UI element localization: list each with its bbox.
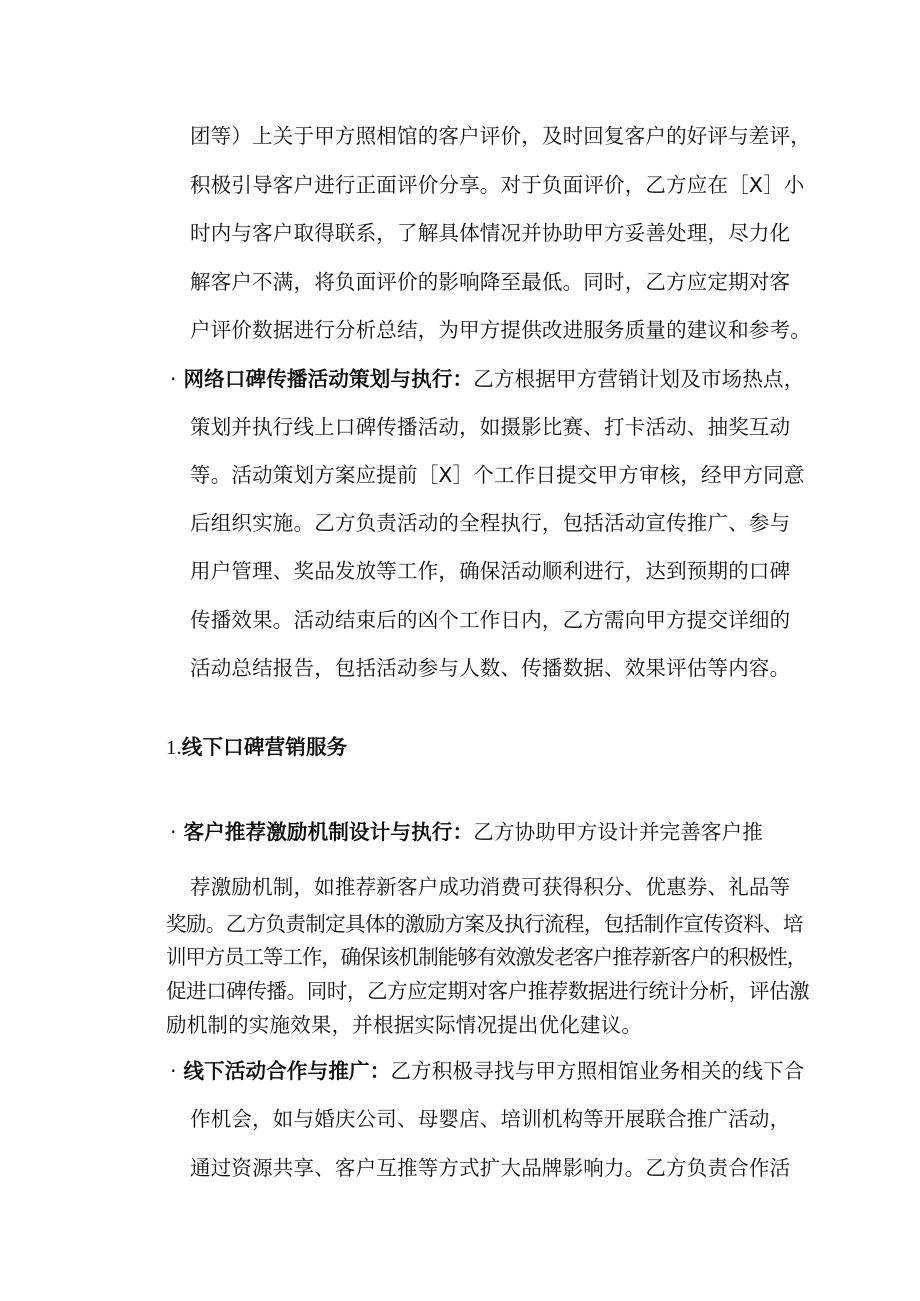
paragraph-line: 奖励。乙方负责制定具体的激励方案及执行流程，包括制作宣传资料、培	[166, 912, 803, 936]
bullet-marker: ·	[170, 367, 184, 391]
paragraph-line: 策划并执行线上口碑传播活动，如摄影比赛、打卡活动、抽奖互动	[190, 415, 791, 439]
paragraph-line: 户评价数据进行分析总结，为甲方提供改进服务质量的建议和参考。	[190, 318, 811, 342]
bullet-item-online-campaign	[170, 365, 804, 393]
bullet-marker: ·	[170, 820, 184, 844]
paragraph-line: 传播效果。活动结束后的凶个工作日内，乙方需向甲方提交详细的	[190, 608, 791, 632]
bullet-title: 线下活动合作与推广：	[183, 1059, 391, 1083]
section-heading	[166, 733, 347, 762]
paragraph-line: 等。活动策划方案应提前［X］个工作日提交甲方审核，经甲方同意	[190, 463, 805, 487]
paragraph-line: 后组织实施。乙方负责活动的全程执行，包括活动宣传推广、参与	[190, 511, 791, 535]
paragraph-line: 励机制的实施效果，并根据实际情况提出优化建议。	[166, 1013, 643, 1037]
bullet-marker: ·	[170, 1059, 184, 1083]
bullet-title: 网络口碑传播活动策划与执行：	[183, 367, 474, 391]
paragraph-line: 促进口碑传播。同时，乙方应定期对客户推荐数据进行统计分析，评估激	[166, 979, 810, 1003]
paragraph-line: 作机会，如与婚庆公司、母婴店、培训机构等开展联合推广活动，	[190, 1107, 791, 1131]
paragraph-line: 时内与客户取得联系，了解具体情况并协助甲方妥善处理，尽力化	[190, 221, 791, 245]
bullet-item-offline-cooperation	[170, 1057, 804, 1085]
bullet-title: 客户推荐激励机制设计与执行：	[183, 820, 474, 844]
paragraph-line: 解客户不满，将负面评价的影响降至最低。同时，乙方应定期对客	[190, 270, 791, 294]
paragraph-line: 积极引导客户进行正面评价分享。对于负面评价，乙方应在［X］小	[190, 173, 805, 197]
section-number: 1.	[166, 737, 182, 759]
paragraph-line: 通过资源共享、客户互推等方式扩大品牌影响力。乙方负责合作活	[190, 1156, 791, 1180]
paragraph-line: 团等）上关于甲方照相馆的客户评价，及时回复客户的好评与差评，	[190, 124, 811, 148]
paragraph-line: 荐激励机制，如推荐新客户成功消费可获得积分、优惠券、礼品等	[190, 875, 791, 899]
bullet-item-referral	[170, 818, 763, 846]
section-title: 线下口碑营销服务	[181, 735, 348, 759]
bullet-text: 乙方积极寻找与甲方照相馆业务相关的线下合	[390, 1059, 805, 1083]
paragraph-line: 用户管理、奖品发放等工作，确保活动顺利进行，达到预期的口碑	[190, 559, 791, 583]
paragraph-line: 训甲方员工等工作，确保该机制能够有效激发老客户推荐新客户的积极性，	[166, 945, 807, 969]
bullet-text: 乙方协助甲方设计并完善客户推	[473, 820, 764, 844]
paragraph-line: 活动总结报告，包括活动参与人数、传播数据、效果评估等内容。	[190, 656, 791, 680]
bullet-text: 乙方根据甲方营销计划及市场热点，	[473, 367, 805, 391]
